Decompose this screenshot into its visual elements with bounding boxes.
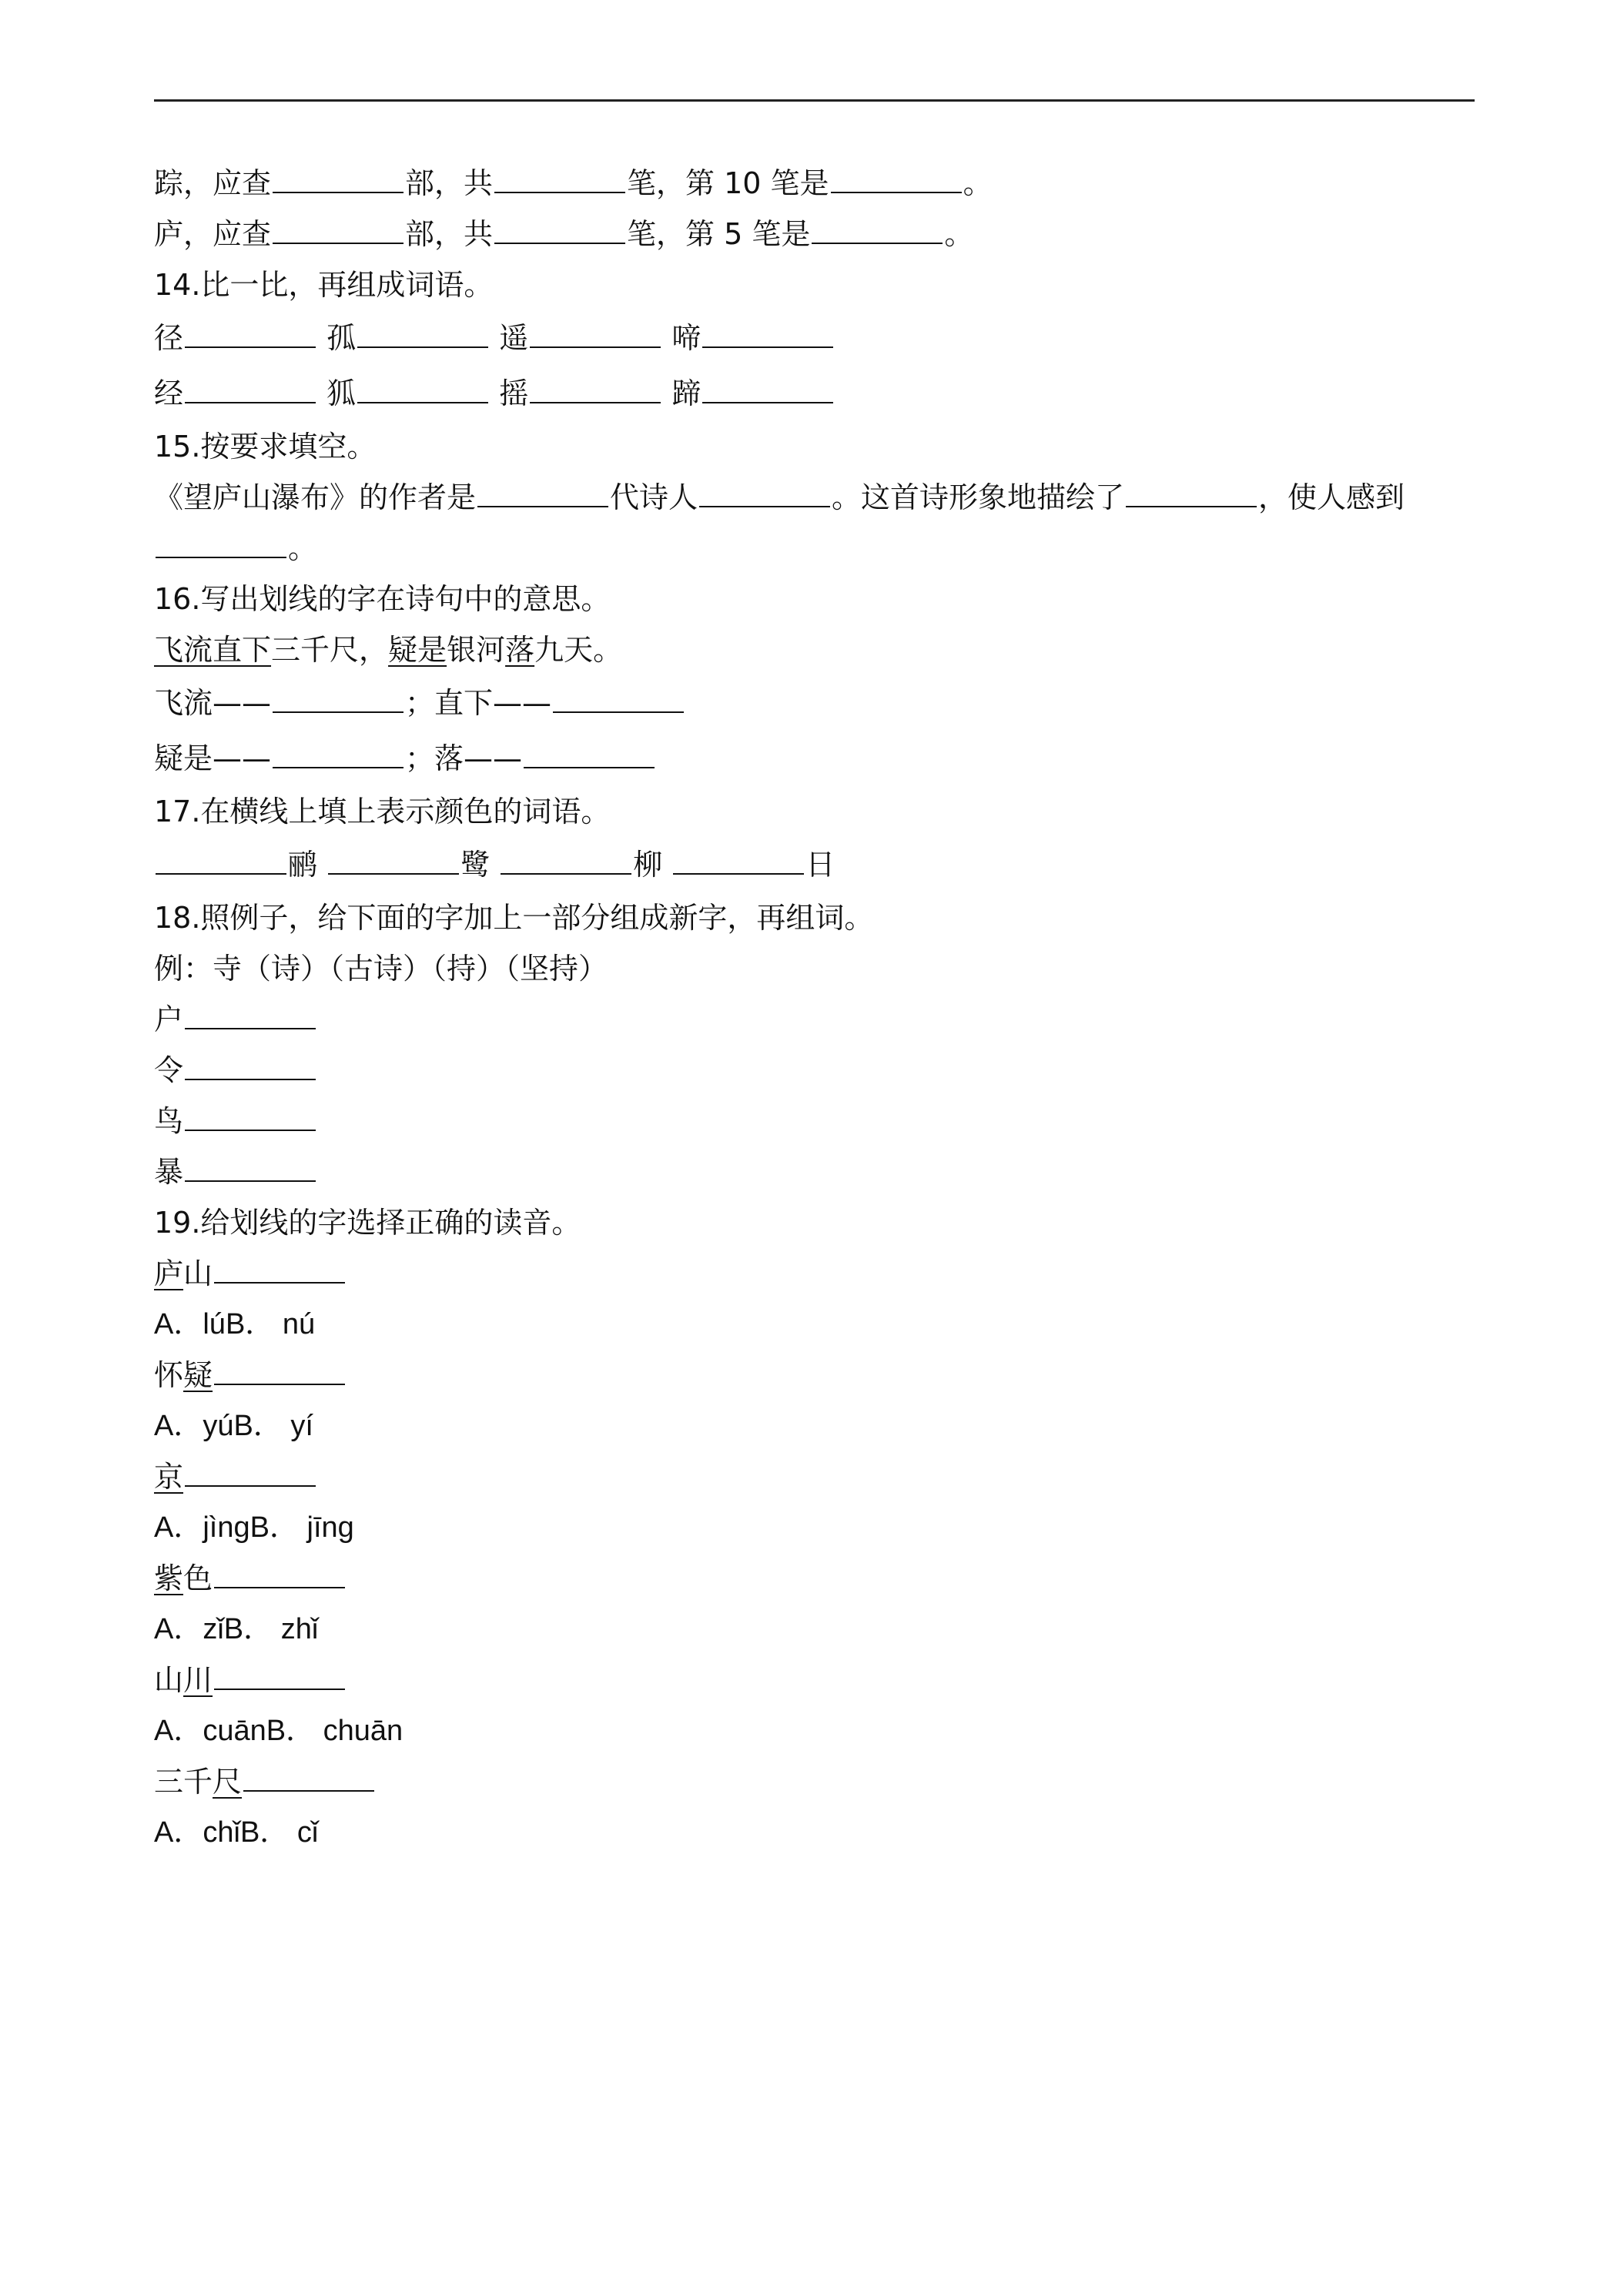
blank[interactable] <box>673 873 804 875</box>
q19-options <box>154 1502 1475 1553</box>
blank[interactable] <box>214 1282 345 1284</box>
option-b[interactable]: B． nú <box>225 1308 316 1340</box>
blank[interactable] <box>185 1028 316 1029</box>
option-b[interactable]: B． zhǐ <box>223 1613 319 1645</box>
blank[interactable] <box>357 346 488 348</box>
blank[interactable] <box>156 873 286 875</box>
q19-word: 三千尺 <box>154 1756 1475 1807</box>
blank[interactable] <box>156 557 286 558</box>
option-a[interactable]: A．jìng <box>154 1511 250 1544</box>
char: 庐 <box>154 217 184 251</box>
q18-item: 户 <box>154 994 1475 1045</box>
q18-example: 例：寺（诗）（古诗）（持）（坚持） <box>154 952 608 986</box>
blank[interactable] <box>328 873 459 875</box>
q19-options <box>154 1705 1475 1756</box>
option-a[interactable]: A．lú <box>154 1308 226 1340</box>
blank[interactable] <box>477 506 608 507</box>
blank[interactable] <box>1126 506 1257 507</box>
q18-item: 令 <box>154 1045 1475 1096</box>
blank[interactable] <box>530 346 661 348</box>
option-b[interactable]: B． yí <box>233 1410 313 1442</box>
blank[interactable] <box>494 192 625 193</box>
header-rule <box>154 99 1475 102</box>
q18-item: 暴 <box>154 1146 1475 1197</box>
option-a[interactable]: A．chǐ <box>154 1816 240 1849</box>
blank[interactable] <box>702 346 833 348</box>
q17-row: 鹂 鹭 柳 日 <box>154 837 1475 892</box>
option-b[interactable]: B． cǐ <box>239 1816 319 1849</box>
q19-word: 庐山 <box>154 1248 1475 1299</box>
blank[interactable] <box>185 346 316 348</box>
blank[interactable] <box>185 1079 316 1080</box>
q16-title: 16.写出划线的字在诗句中的意思。 <box>154 582 611 616</box>
q13-line-1: 踪，应查 部，共 笔，第 10 笔是 。 <box>154 166 993 200</box>
blank[interactable] <box>185 1130 316 1131</box>
blank[interactable] <box>812 243 943 244</box>
q19-options <box>154 1299 1475 1350</box>
blank[interactable] <box>357 402 488 403</box>
blank[interactable] <box>214 1384 345 1385</box>
q14-row-1: 径 孤 遥 啼 <box>154 310 1475 366</box>
q15-title: 15.按要求填空。 <box>154 430 377 464</box>
q19-title: 19.给划线的字选择正确的读音。 <box>154 1206 581 1240</box>
blank[interactable] <box>273 711 403 713</box>
option-b[interactable]: B． jīng <box>249 1511 354 1544</box>
blank[interactable] <box>185 1180 316 1182</box>
q15-body: 《望庐山瀑布》的作者是 代诗人 。这首诗形象地描绘了 ，使人感到。 <box>154 480 1405 565</box>
blank[interactable] <box>273 243 403 244</box>
q14-title: 14.比一比，再组成词语。 <box>154 268 494 302</box>
option-a[interactable]: A．cuān <box>154 1715 266 1747</box>
blank[interactable] <box>494 243 625 244</box>
blank[interactable] <box>185 402 316 403</box>
q19-options <box>154 1604 1475 1655</box>
option-a[interactable]: A．zǐ <box>154 1613 224 1645</box>
q16-poem: 飞流直下三千尺，疑是银河落九天。 <box>154 633 623 667</box>
option-a[interactable]: A．yú <box>154 1410 234 1442</box>
q17-title: 17.在横线上填上表示颜色的词语。 <box>154 795 611 828</box>
blank[interactable] <box>524 767 655 768</box>
blank[interactable] <box>553 711 684 713</box>
q19-word: 怀疑 <box>154 1350 1475 1401</box>
q19-word: 京 <box>154 1451 1475 1502</box>
option-b[interactable]: B． chuān <box>266 1715 403 1747</box>
q16-row-2: 疑是—— ；落—— <box>154 731 1475 786</box>
blank[interactable] <box>530 402 661 403</box>
worksheet <box>154 158 1475 1858</box>
q14-row-2: 经 狐 摇 蹄 <box>154 366 1475 421</box>
q18-item: 鸟 <box>154 1096 1475 1146</box>
char: 踪 <box>154 166 184 200</box>
q19-word: 紫色 <box>154 1553 1475 1604</box>
blank[interactable] <box>273 767 403 768</box>
blank[interactable] <box>185 1485 316 1487</box>
q19-options <box>154 1401 1475 1451</box>
blank[interactable] <box>831 192 962 193</box>
blank[interactable] <box>243 1790 374 1792</box>
q19-options <box>154 1807 1475 1858</box>
q13-line-2: 庐，应查 部，共 笔，第 5 笔是 。 <box>154 217 974 251</box>
blank[interactable] <box>702 402 833 403</box>
blank[interactable] <box>273 192 403 193</box>
blank[interactable] <box>501 873 631 875</box>
q19-word: 山川 <box>154 1655 1475 1705</box>
q16-row-1: 飞流—— ；直下—— <box>154 675 1475 731</box>
blank[interactable] <box>214 1689 345 1690</box>
q18-title: 18.照例子，给下面的字加上一部分组成新字，再组词。 <box>154 901 874 935</box>
blank[interactable] <box>214 1587 345 1588</box>
blank[interactable] <box>699 506 830 507</box>
